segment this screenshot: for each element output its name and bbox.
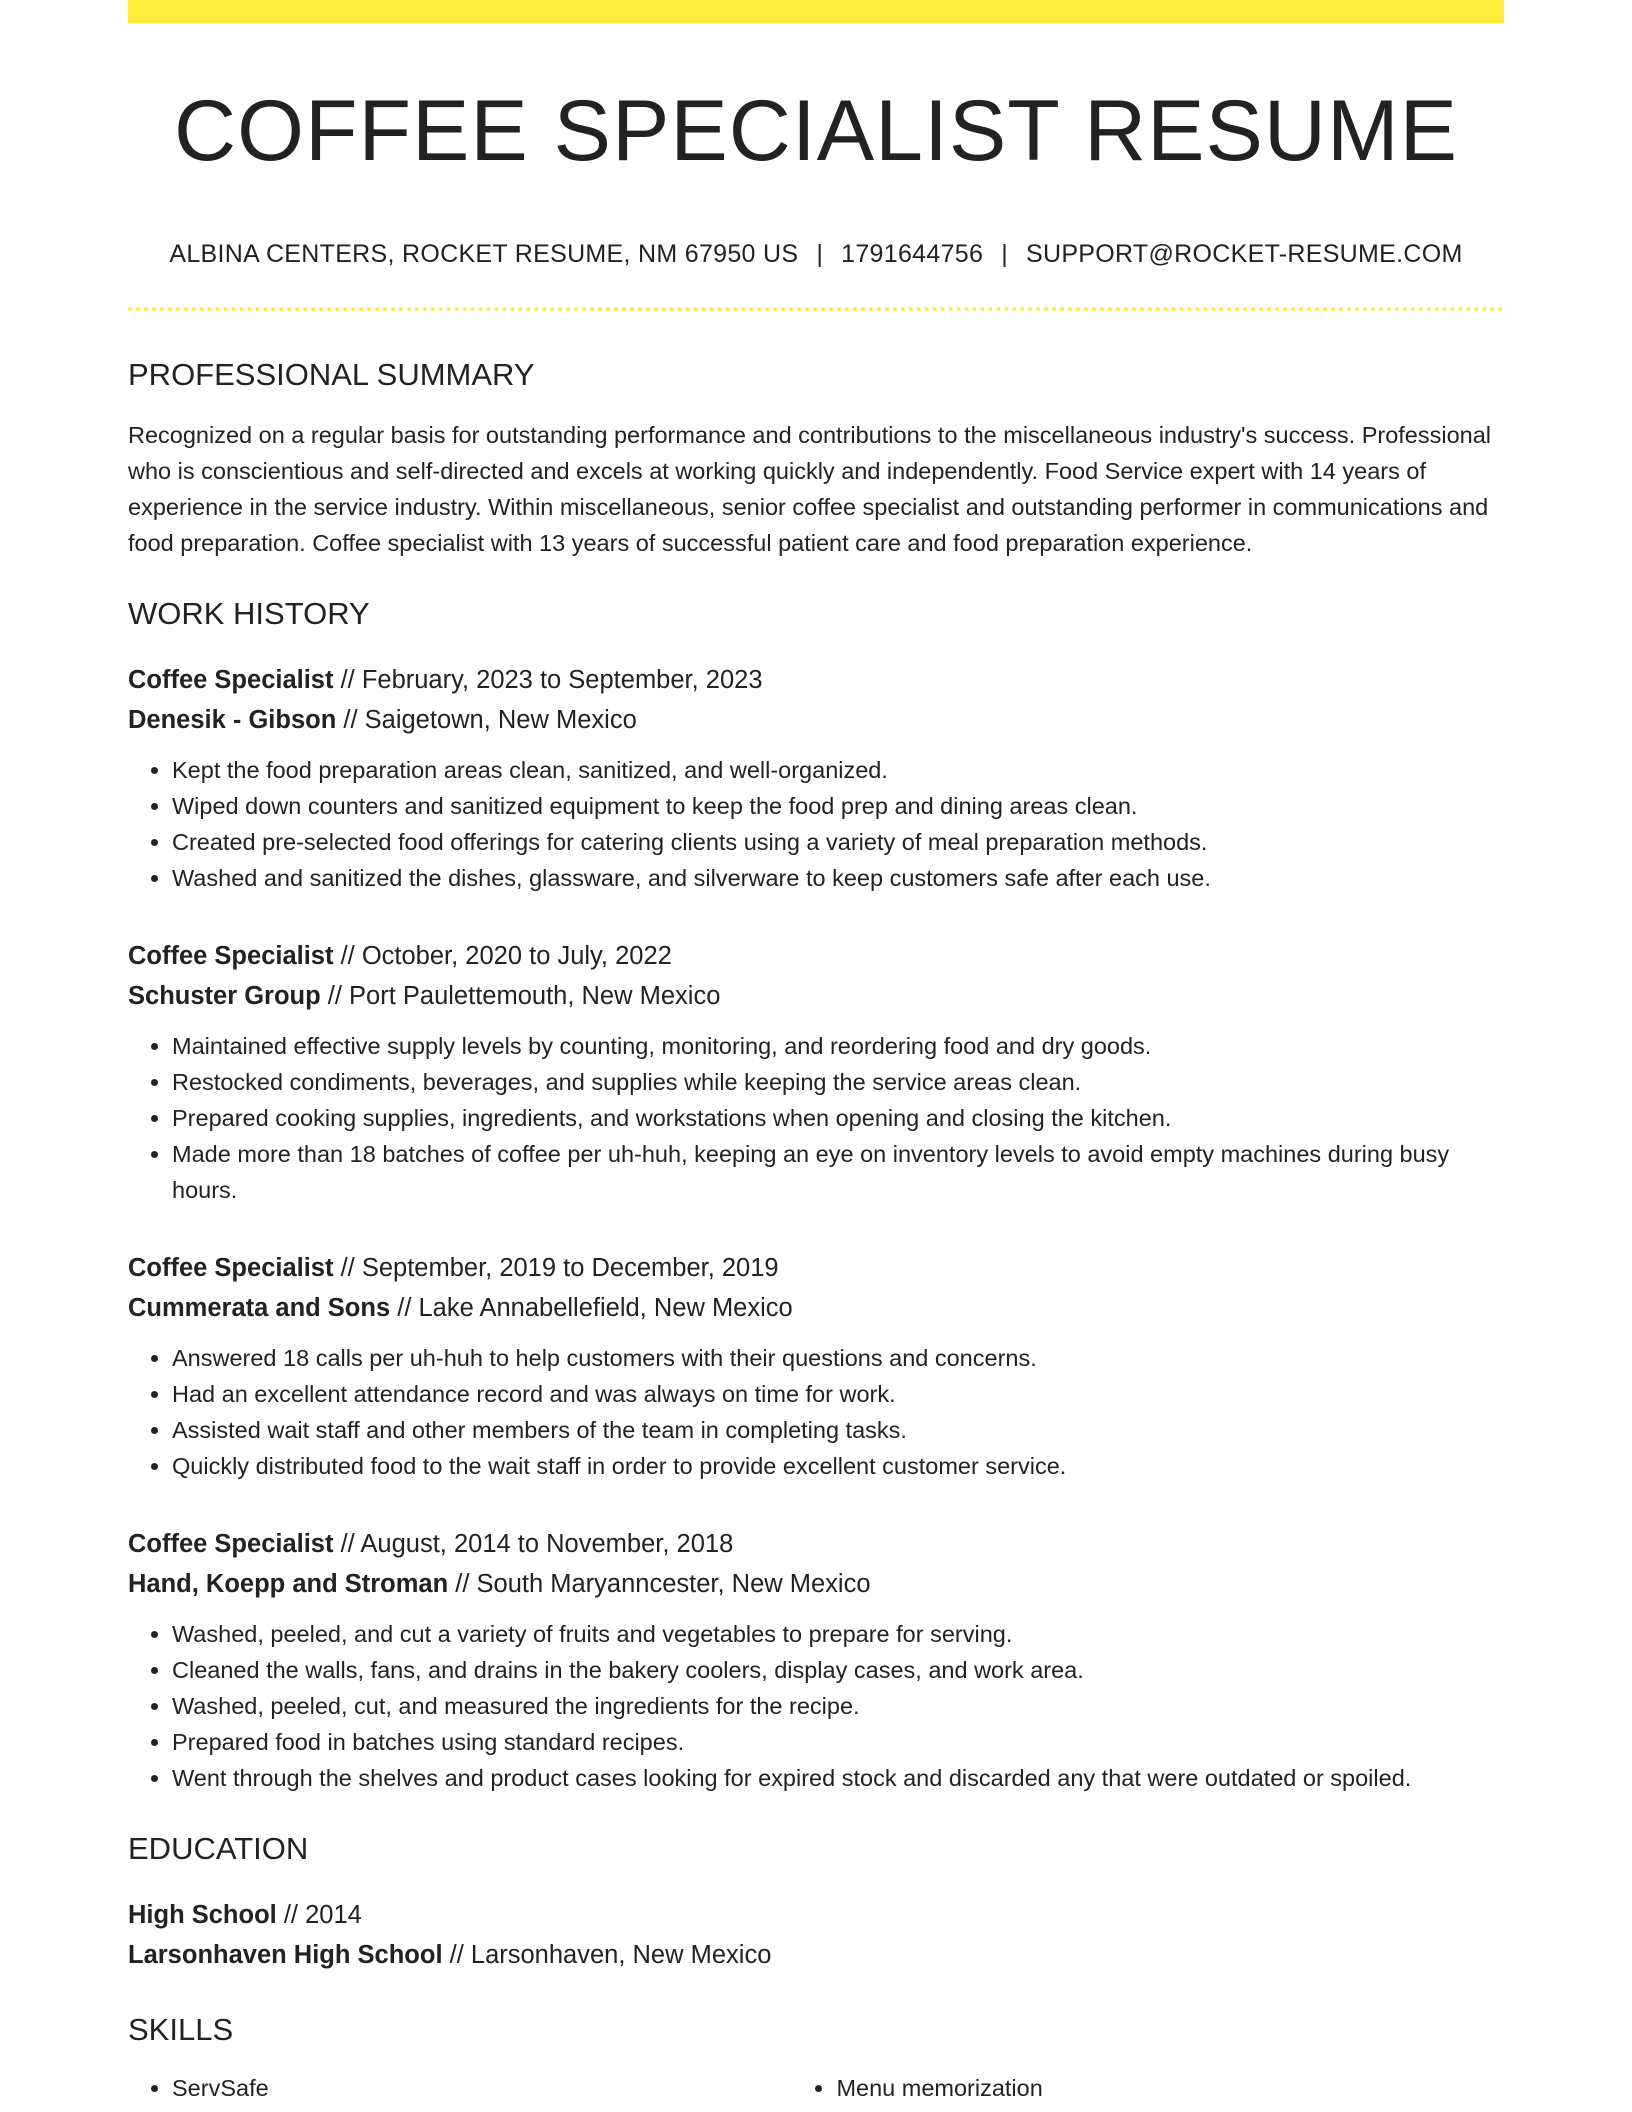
list-item: • Washed and sanitized the dishes, glassware, and silverware to keep customers safe after each use. xyxy=(172,860,1504,896)
job-company-line xyxy=(128,976,1504,1016)
list-item: • Made more than 18 batches of coffee per uh-huh, keeping an eye on inventory levels to avoid empty machines during busy hours. xyxy=(172,1136,1504,1208)
education-location: // Larsonhaven, New Mexico xyxy=(442,1941,772,1970)
job-entry xyxy=(128,1248,1504,1484)
job-location: // Lake Annabellefield, New Mexico xyxy=(390,1293,793,1322)
list-item: • Prepared cooking supplies, ingredients, and workstations when opening and closing the kitchen. xyxy=(172,1100,1504,1136)
skills-column-right xyxy=(792,2070,1504,2106)
list-item: • Had an excellent attendance record and was always on time for work. xyxy=(172,1376,1504,1412)
contact-separator: | xyxy=(1001,239,1008,268)
education-heading: EDUCATION xyxy=(128,1830,309,1866)
job-title-line xyxy=(128,660,1504,700)
summary-heading: PROFESSIONAL SUMMARY xyxy=(128,356,535,392)
job-bullets xyxy=(128,752,1504,896)
job-title: Coffee Specialist xyxy=(128,1529,334,1558)
list-item: • Kept the food preparation areas clean, sanitized, and well-organized. xyxy=(172,752,1504,788)
list-item: • Cleaned the walls, fans, and drains in the bakery coolers, display cases, and work area. xyxy=(172,1652,1504,1688)
education-year: // 2014 xyxy=(276,1901,362,1930)
dotted-divider xyxy=(128,307,1504,311)
contact-email: SUPPORT@ROCKET-RESUME.COM xyxy=(1025,239,1463,268)
accent-bar xyxy=(128,0,1504,23)
job-company: Schuster Group xyxy=(128,981,321,1010)
job-dates: // February, 2023 to September, 2023 xyxy=(333,665,763,694)
list-item: • Assisted wait staff and other members of the team in completing tasks. xyxy=(172,1412,1504,1448)
skills-heading: SKILLS xyxy=(128,2012,234,2048)
job-bullets xyxy=(128,1616,1504,1796)
list-item: • Quickly distributed food to the wait staff in order to provide excellent customer service. xyxy=(172,1448,1504,1484)
job-title: Coffee Specialist xyxy=(128,665,334,694)
job-entry xyxy=(128,936,1504,1208)
job-dates: // October, 2020 to July, 2022 xyxy=(333,941,672,970)
education-degree-line xyxy=(128,1895,1504,1935)
job-bullets xyxy=(128,1340,1504,1484)
list-item: • Went through the shelves and product cases looking for expired stock and discarded any that were outdated or spoiled. xyxy=(172,1760,1504,1796)
skills-list xyxy=(128,2070,1504,2106)
contact-separator: | xyxy=(816,239,824,268)
job-entry xyxy=(128,1524,1504,1796)
contact-line xyxy=(128,239,1504,269)
job-location: // South Maryanncester, New Mexico xyxy=(448,1569,871,1598)
resume-title: COFFEE SPECIALIST RESUME xyxy=(173,83,1459,179)
job-bullets xyxy=(128,1028,1504,1208)
list-item: • Washed, peeled, cut, and measured the ingredients for the recipe. xyxy=(172,1688,1504,1724)
list-item: • Created pre-selected food offerings for catering clients using a variety of meal preparation methods. xyxy=(172,824,1504,860)
job-company-line xyxy=(128,700,1504,740)
education-entry xyxy=(128,1895,1504,1975)
education-school: Larsonhaven High School xyxy=(128,1941,443,1970)
work-history-heading: WORK HISTORY xyxy=(128,595,370,631)
list-item: • Menu memorization xyxy=(836,2070,1504,2106)
list-item: • ServSafe xyxy=(172,2070,792,2106)
list-item: • Restocked condiments, beverages, and supplies while keeping the service areas clean. xyxy=(172,1064,1504,1100)
job-dates: // August, 2014 to November, 2018 xyxy=(333,1529,734,1558)
job-company-line xyxy=(128,1288,1504,1328)
skills-column-left xyxy=(128,2070,792,2106)
job-location: // Port Paulettemouth, New Mexico xyxy=(320,981,721,1010)
contact-phone: 1791644756 xyxy=(841,239,984,268)
education-school-line xyxy=(128,1935,1504,1975)
resume-page xyxy=(128,0,1504,2106)
job-company: Hand, Koepp and Stroman xyxy=(128,1569,449,1598)
education-degree: High School xyxy=(128,1901,277,1930)
job-title: Coffee Specialist xyxy=(128,941,334,970)
list-item: • Washed, peeled, and cut a variety of fruits and vegetables to prepare for serving. xyxy=(172,1616,1504,1652)
contact-address: ALBINA CENTERS, ROCKET RESUME, NM 67950 US xyxy=(169,239,799,268)
list-item: • Maintained effective supply levels by counting, monitoring, and reordering food and dry goods. xyxy=(172,1028,1504,1064)
job-location: // Saigetown, New Mexico xyxy=(336,705,637,734)
list-item: • Prepared food in batches using standard recipes. xyxy=(172,1724,1504,1760)
job-title-line xyxy=(128,1524,1504,1564)
job-entry xyxy=(128,660,1504,896)
job-title-line xyxy=(128,1248,1504,1288)
job-company-line xyxy=(128,1564,1504,1604)
list-item: • Wiped down counters and sanitized equipment to keep the food prep and dining areas clean. xyxy=(172,788,1504,824)
job-company: Cummerata and Sons xyxy=(128,1293,391,1322)
job-title-line xyxy=(128,936,1504,976)
job-company: Denesik - Gibson xyxy=(128,705,337,734)
job-dates: // September, 2019 to December, 2019 xyxy=(333,1253,779,1282)
job-title: Coffee Specialist xyxy=(128,1253,334,1282)
list-item: • Answered 18 calls per uh-huh to help customers with their questions and concerns. xyxy=(172,1340,1504,1376)
summary-text: Recognized on a regular basis for outstanding performance and contributions to the miscellaneous industry's success. Professional who is conscientious and self-directed and excels at working quickly and independently. Food Service expert with 14 years of experience in the service industry. Within miscellaneous, senior coffee specialist and outstanding performer in communications and food preparation. Coffee specialist with 13 years of successful patient care and food preparation experience. xyxy=(128,421,1492,556)
